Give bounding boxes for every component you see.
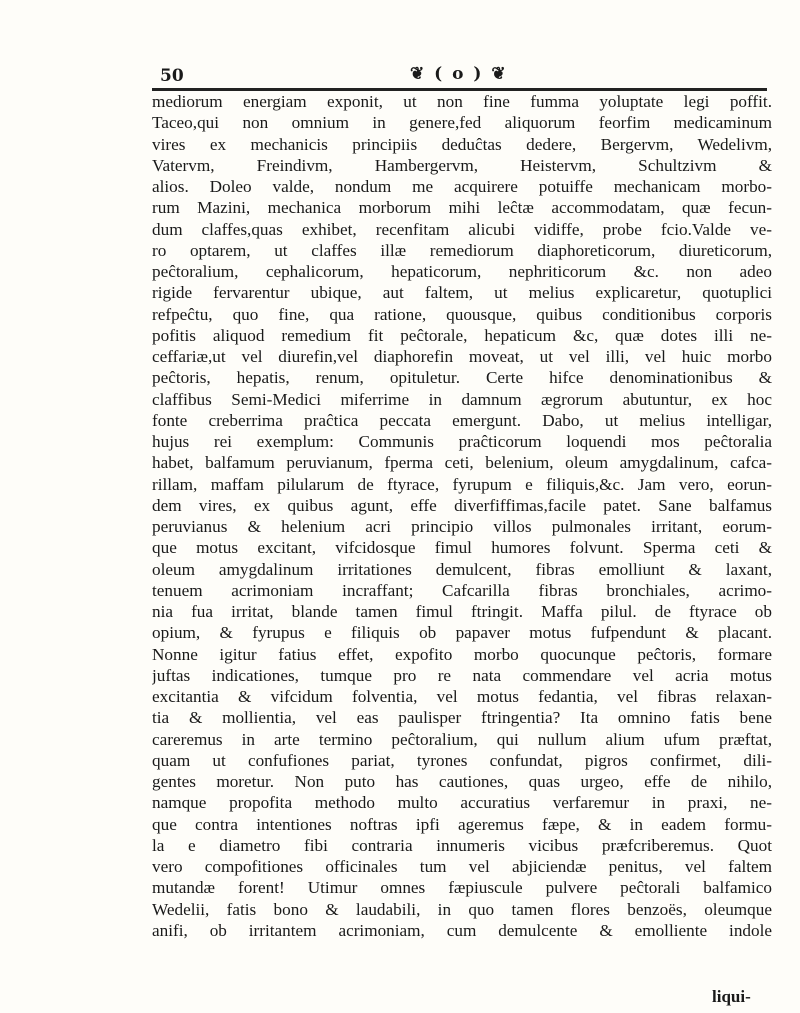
- text-line: alios. Doleo valde, nondum me acquirere potuiffe mechanicam morbo-: [152, 177, 772, 196]
- text-line: habet, balfamum peruvianum, fperma ceti, belenium, oleum amygdalinum, cafca-: [152, 453, 772, 473]
- text-line: refpeĉtu, quo fine, qua ratione, quousque, quibus conditionibus corporis: [152, 304, 772, 324]
- text-line: mutandæ forent! Utimur omnes fæpiuscule pulvere peĉtorali balfamico: [152, 878, 772, 898]
- text-line: ceffariæ,ut vel diurefin,vel diaphorefin moveat, ut vel illi, vel huic morbo: [152, 347, 772, 366]
- text-line: rillam, maffam pilularum de ftyrace, fyrupum e filiquis,&c. Jam vero, eorun-: [152, 474, 772, 494]
- text-line: dem vires, ex quibus agunt, effe diverfiffimas,facile patet. Sane balfamus: [152, 495, 772, 515]
- text-line: vero compofitiones officinales tum vel abjiciendæ penitus, vel faltem: [152, 857, 772, 876]
- text-line: vires ex mechanicis principiis deduĉtas dedere, Bergervm, Wedelivm,: [152, 134, 772, 154]
- text-line: tia & mollientia, vel eas paulisper ftringentia? Ita omnino fatis bene: [152, 708, 772, 728]
- text-line: tenuem acrimoniam incraffant; Cafcarilla fibras bronchiales, acrimo-: [152, 580, 772, 600]
- text-line: Taceo,qui non omnium in genere,fed aliquorum feorfim medicaminum: [152, 113, 772, 133]
- text-line: opium, & fyrupus e filiquis ob papaver motus fufpendunt & placant.: [152, 623, 772, 643]
- text-line: mediorum energiam exponit, ut non fine fumma yoluptate legi poffit.: [152, 92, 772, 111]
- running-header: [150, 66, 760, 90]
- text-line: ro optarem, ut claffes illæ remediorum diaphoreticorum, diureticorum,: [152, 240, 772, 260]
- text-line: anifi, ob irritantem acrimoniam, cum demulcente & emolliente indole: [152, 920, 772, 940]
- body-text: [152, 91, 772, 941]
- text-line: careremus in arte termino peĉtoralium, qui nullum alium ufum præftat,: [152, 729, 772, 749]
- text-line: oleum amygdalinum irritationes demulcent, fibras emolliunt & laxant,: [152, 559, 772, 579]
- text-line: rigide fervarentur ubique, aut faltem, ut melius explicaretur, quotuplici: [152, 283, 772, 303]
- text-line: peĉtoralium, cephalicorum, hepaticorum, nephriticorum &c. non adeo: [152, 262, 772, 281]
- text-line: que contra intentiones noftras ipfi ageremus fæpe, & in eadem formu-: [152, 814, 772, 834]
- text-line: Wedelii, fatis bono & laudabili, in quo tamen flores benzoës, oleumque: [152, 899, 772, 919]
- text-line: peruvianus & helenium acri principio villos pulmonales irritant, eorum-: [152, 517, 772, 536]
- text-line: peĉtoris, hepatis, renum, opituletur. Certe hifce denominationibus &: [152, 368, 772, 388]
- text-line: hujus rei exemplum: Communis praĉticorum loquendi mos peĉtoralia: [152, 432, 772, 451]
- text-line: gentes moretur. Non puto has cautiones, quas urgeo, effe de nihilo,: [152, 772, 772, 791]
- text-line: namque propofita methodo multo accuratius verfaremur in praxi, ne-: [152, 793, 772, 813]
- text-line: Nonne igitur fatius effet, expofito morbo quocunque peĉtoris, formare: [152, 644, 772, 664]
- text-line: la e diametro fibi contraria innumeris vicibus præfcriberemus. Quot: [152, 835, 772, 855]
- text-line: Vatervm, Freindivm, Hambergervm, Heistervm, Schultzivm &: [152, 155, 772, 175]
- text-line: excitantia & vifcidum folventia, vel motus fedantia, vel fibras relaxan-: [152, 687, 772, 706]
- text-line: rum Mazini, mechanica morborum mihi leĉtæ accommodatam, quæ fecun-: [152, 198, 772, 218]
- catchword: liqui-: [712, 987, 751, 1006]
- page-number: 50: [160, 66, 184, 86]
- text-line: nia fua irritat, blande tamen fimul ftringit. Maffa pilul. de ftyrace ob: [152, 602, 772, 621]
- text-line: pofitis aliquod remedium fit peĉtorale, hepaticum &c, quæ dotes illi ne-: [152, 325, 772, 345]
- text-line: quam ut confufiones pariat, tyrones confundat, pigros confirmet, dili-: [152, 750, 772, 770]
- text-line: claffibus Semi-Medici miferrime in damnum ægrorum abutuntur, ex hoc: [152, 389, 772, 409]
- header-ornament: ❦ ( o ) ❦: [410, 64, 508, 84]
- text-line: fonte creberrima praĉtica peccata emergunt. Dabo, ut melius intelligar,: [152, 410, 772, 430]
- text-line: juftas indicationes, tumque pro re nata commendare vel acria motus: [152, 665, 772, 685]
- text-line: dum claffes,quas exhibet, recenfitam alicubi vidiffe, probe fcio.Valde ve-: [152, 219, 772, 239]
- text-line: que motus excitant, vifcidosque fimul humores folvunt. Sperma ceti &: [152, 538, 772, 558]
